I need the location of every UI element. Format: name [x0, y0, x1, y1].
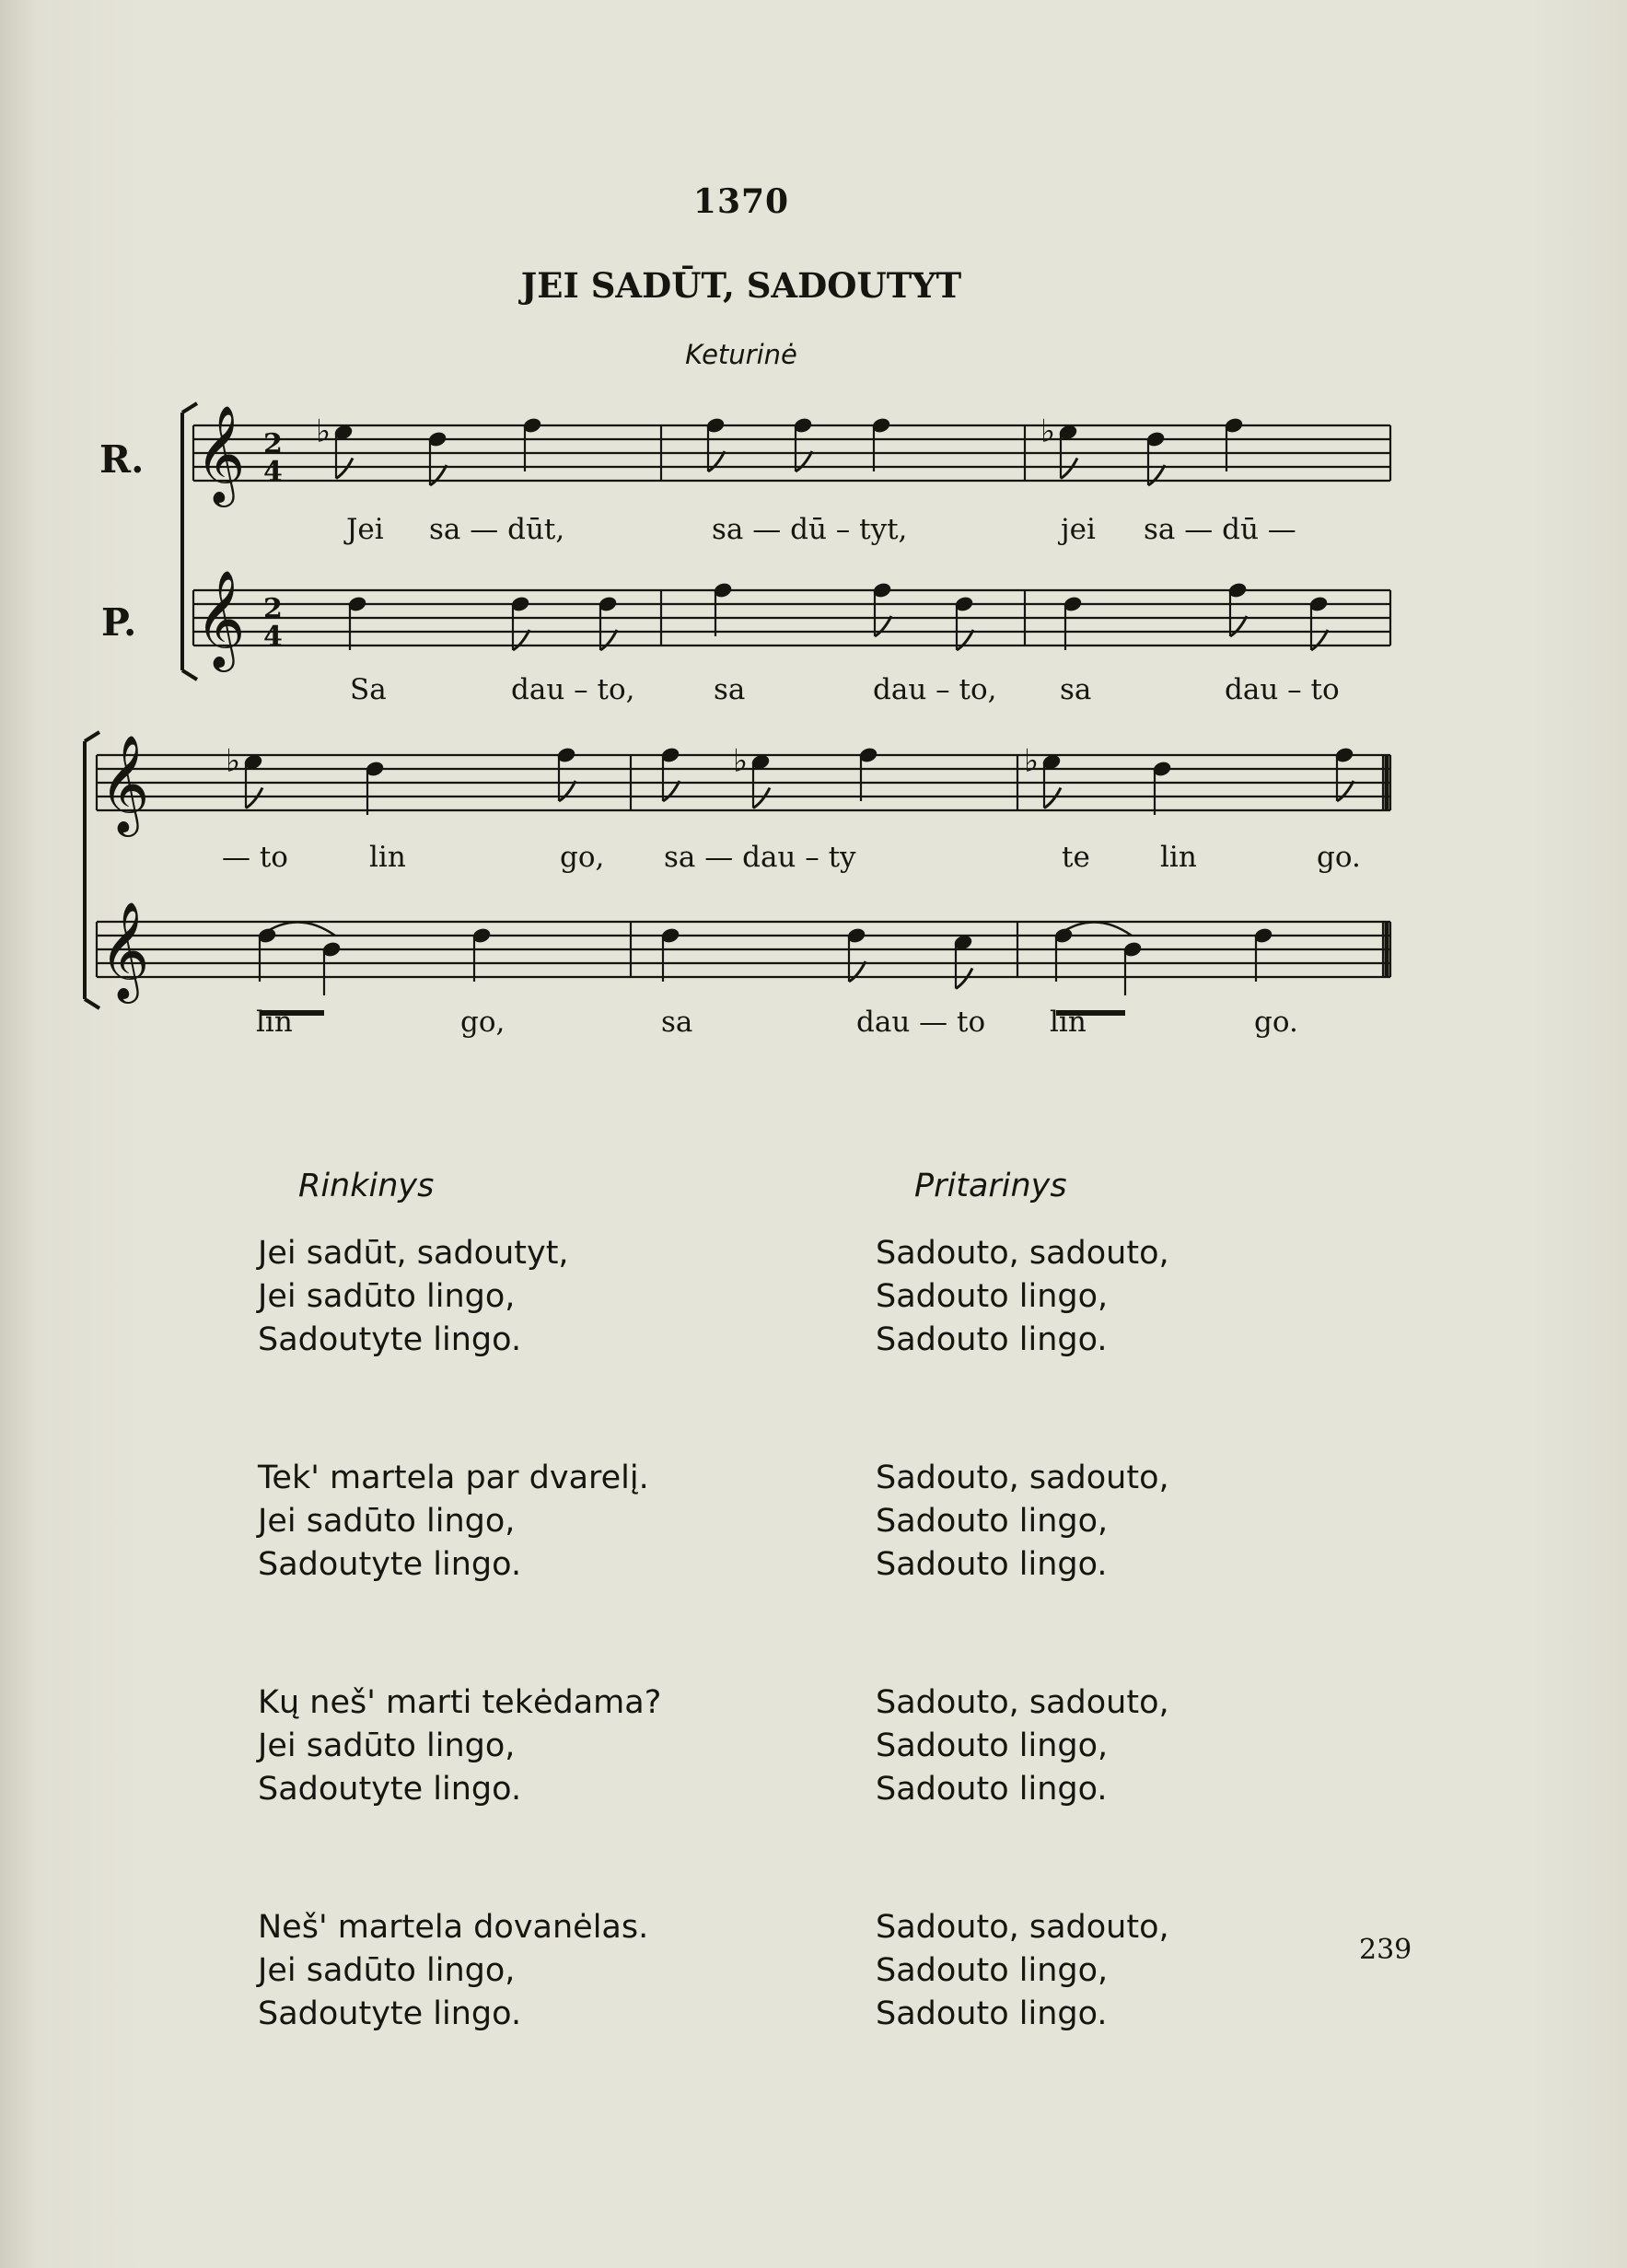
- lyric-syllable: lin: [256, 1006, 293, 1039]
- verse-line: Sadouto lingo.: [876, 1995, 1108, 2032]
- note-flag: [956, 969, 972, 989]
- time-signature-denominator: 4: [263, 621, 283, 653]
- verse-line: Sadouto, sadouto,: [876, 1460, 1169, 1496]
- note-flag: [663, 781, 680, 801]
- treble-clef: 𝄞: [195, 404, 246, 503]
- note-flag: [430, 465, 447, 485]
- lyric-syllable: sa — dū —: [1144, 513, 1296, 546]
- page-number: 239: [1359, 1934, 1412, 1966]
- lyric-syllable: lin: [369, 841, 406, 874]
- stanza: [258, 1457, 661, 1587]
- verse-line: Sadouto, sadouto,: [876, 1909, 1169, 1946]
- verse-line: Jei sadūto lingo,: [258, 1727, 516, 1764]
- lyric-syllable: go.: [1254, 1006, 1298, 1039]
- stanza: [258, 1906, 661, 2036]
- lyric-syllable: sa — dū – tyt,: [712, 513, 908, 546]
- note-flag: [1044, 788, 1061, 808]
- lyric-syllable: lin: [1160, 841, 1197, 874]
- lyrics-column-left: [258, 1232, 661, 2131]
- verse-line: Jei sadūto lingo,: [258, 1952, 516, 1989]
- verse-line: Sadouto lingo.: [876, 1321, 1108, 1358]
- verse-line: Neš' martela dovanėlas.: [258, 1909, 649, 1946]
- note-flag: [600, 630, 617, 650]
- verse-line: Jei sadūto lingo,: [258, 1278, 516, 1315]
- verse-line: Sadouto lingo,: [876, 1952, 1109, 1989]
- lyric-syllable: go,: [460, 1006, 506, 1039]
- stanza: [876, 1232, 1169, 1362]
- flat-sign: ♭: [1040, 413, 1056, 450]
- column-heading-right: Pritarinys: [914, 1168, 1067, 1204]
- treble-clef: 𝄞: [99, 901, 150, 999]
- stanza: [876, 1681, 1169, 1811]
- lyric-syllable: sa — dau – ty: [664, 841, 856, 874]
- verse-line: Sadoutyte lingo.: [258, 1995, 522, 2032]
- column-heading-left: Rinkinys: [298, 1168, 435, 1204]
- lyric-syllable: go,: [560, 841, 605, 874]
- note-flag: [753, 788, 770, 808]
- verse-line: Kų neš' marti tekėdama?: [258, 1684, 662, 1721]
- song-title: JEI SADŪT, SADOUTYT: [520, 265, 962, 306]
- song-subtitle: Keturinė: [685, 339, 797, 370]
- verse-line: Sadoutyte lingo.: [258, 1546, 522, 1583]
- note-flag: [1230, 616, 1247, 636]
- note-flag: [796, 451, 812, 471]
- voice-label-upper: R.: [99, 437, 145, 482]
- voice-label-lower: P.: [101, 600, 137, 645]
- time-signature-numerator: 2: [263, 593, 283, 625]
- lyric-syllable: jei: [1061, 513, 1096, 546]
- lyric-syllable: sa: [1060, 673, 1092, 706]
- treble-clef: 𝄞: [195, 569, 246, 668]
- stanza: [258, 1232, 661, 1362]
- lyric-syllable: — to: [222, 841, 288, 874]
- verse-line: Sadouto lingo.: [876, 1546, 1108, 1583]
- lyric-syllable: Jei: [346, 513, 384, 546]
- note-flag: [849, 961, 866, 982]
- verse-line: Sadouto, sadouto,: [876, 1684, 1169, 1721]
- note-flag: [246, 788, 262, 808]
- note-flag: [957, 630, 973, 650]
- flat-sign: ♭: [226, 742, 241, 780]
- flat-sign: ♭: [1024, 742, 1040, 780]
- song-number: 1370: [692, 182, 790, 221]
- note-flag: [1061, 459, 1077, 479]
- verse-line: Sadoutyte lingo.: [258, 1771, 522, 1808]
- time-signature-denominator: 4: [263, 456, 283, 488]
- note-flag: [1311, 630, 1328, 650]
- lyric-syllable: Sa: [350, 673, 387, 706]
- time-signatures: [263, 428, 283, 653]
- note-flag: [513, 630, 529, 650]
- note-flag: [1148, 465, 1165, 485]
- verse-line: Tek' martela par dvarelį.: [258, 1460, 649, 1496]
- note-flag: [336, 459, 353, 479]
- lyric-syllable: go.: [1317, 841, 1361, 874]
- lyric-syllable: dau – to,: [511, 673, 635, 706]
- stanza: [876, 1906, 1169, 2036]
- verse-line: Jei sadūt, sadoutyt,: [258, 1235, 569, 1272]
- time-signature-numerator: 2: [263, 428, 283, 460]
- verse-line: Jei sadūto lingo,: [258, 1503, 516, 1540]
- lyric-syllable: sa — dūt,: [429, 513, 565, 546]
- lyric-syllable: te: [1062, 841, 1090, 874]
- stanza: [876, 1457, 1169, 1587]
- verse-line: Sadouto, sadouto,: [876, 1235, 1169, 1272]
- note-flag: [708, 451, 725, 471]
- lyric-syllable: dau – to: [1225, 673, 1340, 706]
- lyric-syllable: sa: [661, 1006, 693, 1039]
- verse-line: Sadouto lingo,: [876, 1278, 1109, 1315]
- lyric-syllable: sa: [714, 673, 746, 706]
- lyric-syllable: lin: [1050, 1006, 1087, 1039]
- verse-line: Sadouto lingo,: [876, 1503, 1109, 1540]
- note-flag: [559, 781, 575, 801]
- lyrics-column-right: [876, 1232, 1169, 2131]
- note-flag: [875, 616, 891, 636]
- treble-clef: 𝄞: [99, 734, 150, 832]
- verse-line: Sadouto lingo,: [876, 1727, 1109, 1764]
- flat-sign: ♭: [316, 413, 331, 450]
- verse-line: Sadoutyte lingo.: [258, 1321, 522, 1358]
- lyric-syllable: dau – to,: [873, 673, 997, 706]
- stanza: [258, 1681, 661, 1811]
- note-flag: [1337, 781, 1354, 801]
- flat-sign: ♭: [733, 742, 749, 780]
- lyric-syllable: dau — to: [856, 1006, 986, 1039]
- verse-line: Sadouto lingo.: [876, 1771, 1108, 1808]
